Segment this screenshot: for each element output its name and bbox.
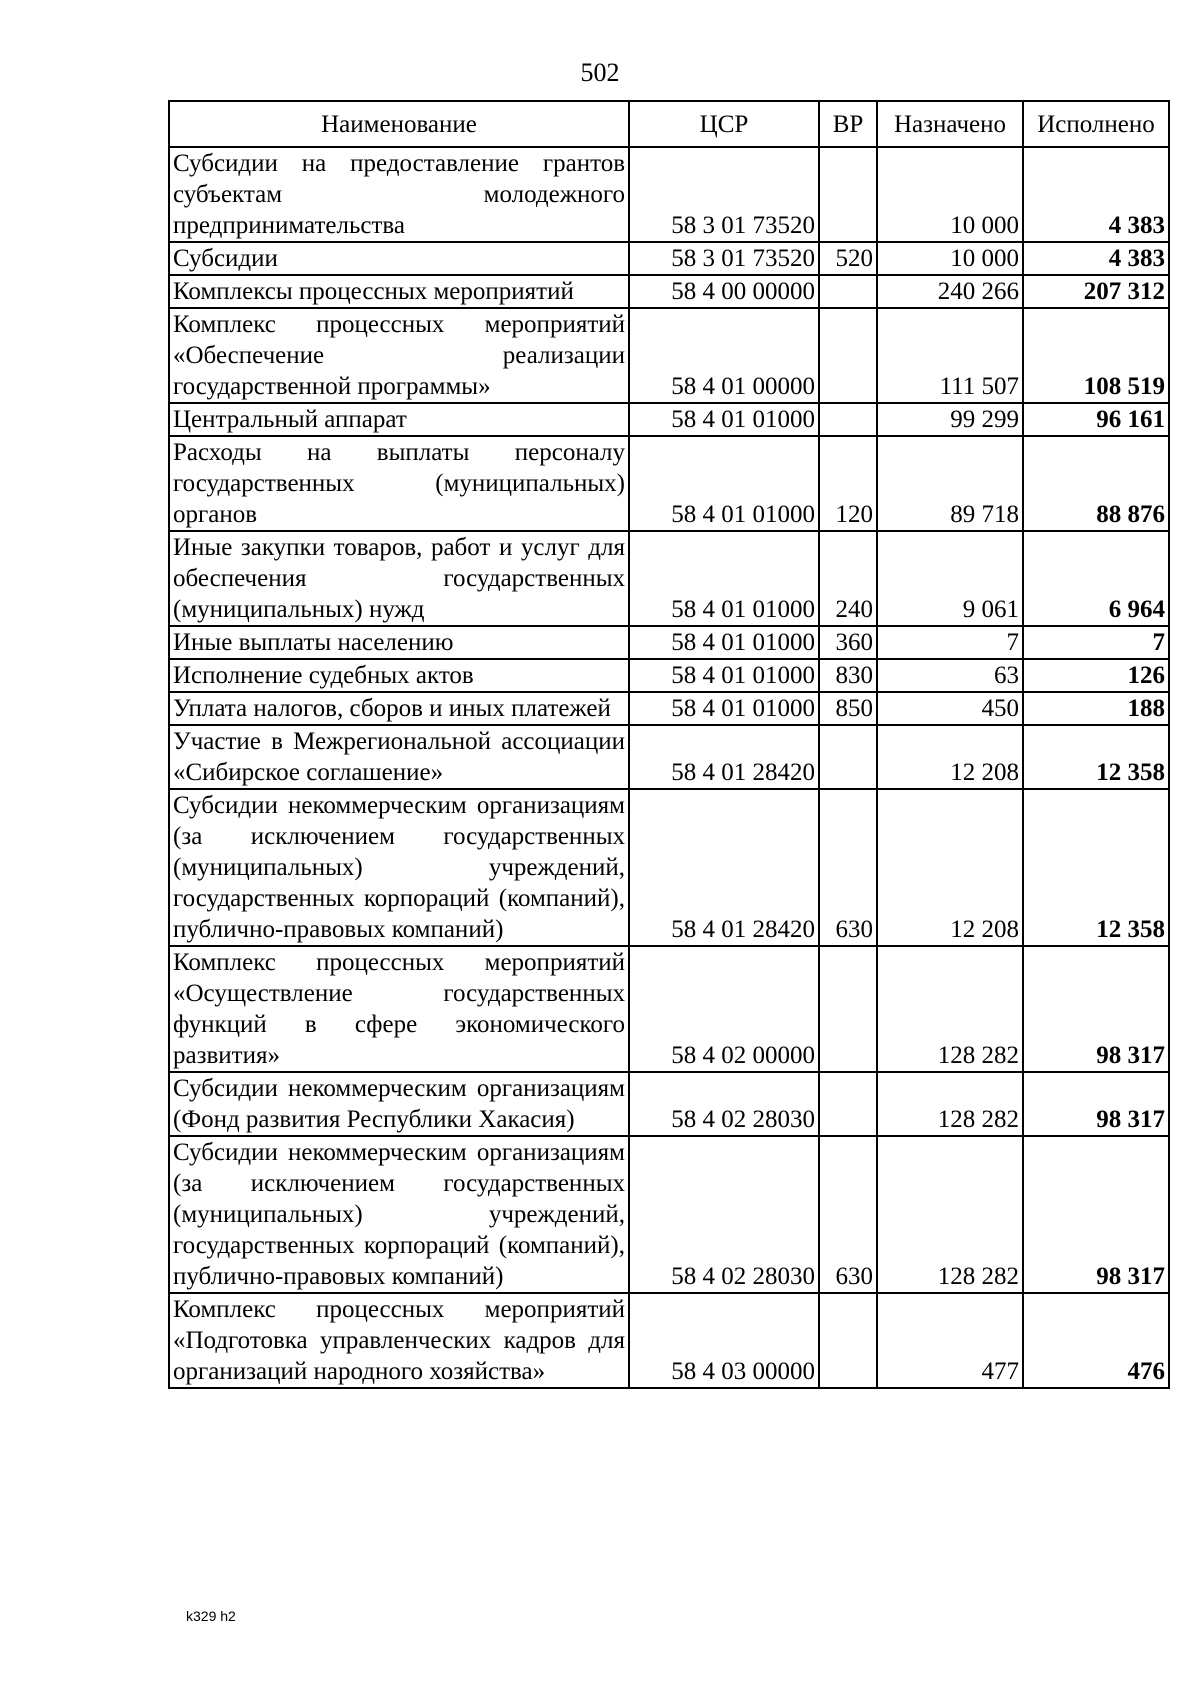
row-vr: 630 bbox=[819, 789, 877, 946]
header-executed: Исполнено bbox=[1023, 101, 1169, 147]
row-name: Исполнение судебных актов bbox=[169, 659, 629, 692]
row-planned: 12 208 bbox=[877, 725, 1023, 789]
row-executed: 88 876 bbox=[1023, 436, 1169, 531]
row-planned: 477 bbox=[877, 1293, 1023, 1388]
table-row bbox=[169, 1072, 1169, 1136]
row-executed: 476 bbox=[1023, 1293, 1169, 1388]
row-vr bbox=[819, 1072, 877, 1136]
row-vr: 360 bbox=[819, 626, 877, 659]
header-csr: ЦСР bbox=[629, 101, 819, 147]
table-header-row bbox=[169, 101, 1169, 147]
row-vr: 630 bbox=[819, 1136, 877, 1293]
row-csr: 58 4 01 01000 bbox=[629, 626, 819, 659]
row-name: Комплекс процессных мероприятий «Подготовка управленческих кадров для организаций народного хозяйства» bbox=[169, 1293, 629, 1388]
row-name: Субсидии некоммерческим организациям (Фонд развития Республики Хакасия) bbox=[169, 1072, 629, 1136]
row-planned: 450 bbox=[877, 692, 1023, 725]
row-csr: 58 4 02 28030 bbox=[629, 1136, 819, 1293]
row-vr bbox=[819, 147, 877, 242]
header-planned: Назначено bbox=[877, 101, 1023, 147]
row-executed: 12 358 bbox=[1023, 789, 1169, 946]
table-row bbox=[169, 531, 1169, 626]
row-name: Уплата налогов, сборов и иных платежей bbox=[169, 692, 629, 725]
footer-code: k329 h2 bbox=[186, 1608, 236, 1624]
row-name: Субсидии на предоставление грантов субъектам молодежного предпринимательства bbox=[169, 147, 629, 242]
row-planned: 10 000 bbox=[877, 242, 1023, 275]
row-planned: 9 061 bbox=[877, 531, 1023, 626]
row-csr: 58 4 02 00000 bbox=[629, 946, 819, 1072]
row-planned: 12 208 bbox=[877, 789, 1023, 946]
row-name: Субсидии некоммерческим организациям (за исключением государственных (муниципальных) учреждений, государственных корпораций (компаний), публично-правовых компаний) bbox=[169, 789, 629, 946]
row-executed: 96 161 bbox=[1023, 403, 1169, 436]
row-csr: 58 4 01 28420 bbox=[629, 789, 819, 946]
row-name: Субсидии bbox=[169, 242, 629, 275]
row-executed: 98 317 bbox=[1023, 1072, 1169, 1136]
table-row bbox=[169, 659, 1169, 692]
row-planned: 63 bbox=[877, 659, 1023, 692]
budget-table bbox=[168, 100, 1170, 1389]
row-executed: 12 358 bbox=[1023, 725, 1169, 789]
row-csr: 58 4 01 01000 bbox=[629, 531, 819, 626]
row-executed: 188 bbox=[1023, 692, 1169, 725]
row-vr bbox=[819, 1293, 877, 1388]
row-vr bbox=[819, 403, 877, 436]
header-name: Наименование bbox=[169, 101, 629, 147]
table-row bbox=[169, 436, 1169, 531]
row-executed: 126 bbox=[1023, 659, 1169, 692]
table-row bbox=[169, 1293, 1169, 1388]
row-csr: 58 4 01 01000 bbox=[629, 436, 819, 531]
row-vr bbox=[819, 725, 877, 789]
row-planned: 240 266 bbox=[877, 275, 1023, 308]
row-csr: 58 3 01 73520 bbox=[629, 242, 819, 275]
row-executed: 108 519 bbox=[1023, 308, 1169, 403]
table-row bbox=[169, 626, 1169, 659]
page-number: 502 bbox=[580, 58, 620, 87]
row-name: Иные выплаты населению bbox=[169, 626, 629, 659]
row-name: Комплексы процессных мероприятий bbox=[169, 275, 629, 308]
row-planned: 128 282 bbox=[877, 1136, 1023, 1293]
row-executed: 207 312 bbox=[1023, 275, 1169, 308]
row-vr: 830 bbox=[819, 659, 877, 692]
row-planned: 99 299 bbox=[877, 403, 1023, 436]
table-row bbox=[169, 403, 1169, 436]
row-csr: 58 4 01 01000 bbox=[629, 659, 819, 692]
header-vr: ВР bbox=[819, 101, 877, 147]
table-row bbox=[169, 692, 1169, 725]
row-vr bbox=[819, 308, 877, 403]
row-csr: 58 4 01 28420 bbox=[629, 725, 819, 789]
row-csr: 58 4 02 28030 bbox=[629, 1072, 819, 1136]
row-planned: 7 bbox=[877, 626, 1023, 659]
row-csr: 58 4 03 00000 bbox=[629, 1293, 819, 1388]
table-row bbox=[169, 1136, 1169, 1293]
row-name: Комплекс процессных мероприятий «Обеспечение реализации государственной программы» bbox=[169, 308, 629, 403]
row-executed: 4 383 bbox=[1023, 242, 1169, 275]
row-vr bbox=[819, 275, 877, 308]
row-executed: 7 bbox=[1023, 626, 1169, 659]
row-vr: 850 bbox=[819, 692, 877, 725]
row-planned: 89 718 bbox=[877, 436, 1023, 531]
row-csr: 58 4 01 01000 bbox=[629, 403, 819, 436]
row-csr: 58 3 01 73520 bbox=[629, 147, 819, 242]
table-row bbox=[169, 946, 1169, 1072]
table-row bbox=[169, 147, 1169, 242]
row-name: Субсидии некоммерческим организациям (за исключением государственных (муниципальных) учреждений, государственных корпораций (компаний), публично-правовых компаний) bbox=[169, 1136, 629, 1293]
row-vr bbox=[819, 946, 877, 1072]
row-planned: 10 000 bbox=[877, 147, 1023, 242]
table-row bbox=[169, 789, 1169, 946]
row-csr: 58 4 01 00000 bbox=[629, 308, 819, 403]
row-executed: 6 964 bbox=[1023, 531, 1169, 626]
row-executed: 4 383 bbox=[1023, 147, 1169, 242]
row-csr: 58 4 00 00000 bbox=[629, 275, 819, 308]
table-row bbox=[169, 308, 1169, 403]
row-vr: 240 bbox=[819, 531, 877, 626]
row-executed: 98 317 bbox=[1023, 946, 1169, 1072]
row-vr: 120 bbox=[819, 436, 877, 531]
row-planned: 128 282 bbox=[877, 946, 1023, 1072]
table-row bbox=[169, 242, 1169, 275]
row-name: Комплекс процессных мероприятий «Осуществление государственных функций в сфере экономического развития» bbox=[169, 946, 629, 1072]
row-name: Расходы на выплаты персоналу государственных (муниципальных) органов bbox=[169, 436, 629, 531]
row-name: Иные закупки товаров, работ и услуг для обеспечения государственных (муниципальных) нужд bbox=[169, 531, 629, 626]
row-csr: 58 4 01 01000 bbox=[629, 692, 819, 725]
row-vr: 520 bbox=[819, 242, 877, 275]
row-executed: 98 317 bbox=[1023, 1136, 1169, 1293]
table-row bbox=[169, 725, 1169, 789]
row-planned: 111 507 bbox=[877, 308, 1023, 403]
row-name: Участие в Межрегиональной ассоциации «Сибирское соглашение» bbox=[169, 725, 629, 789]
row-name: Центральный аппарат bbox=[169, 403, 629, 436]
table-row bbox=[169, 275, 1169, 308]
row-planned: 128 282 bbox=[877, 1072, 1023, 1136]
